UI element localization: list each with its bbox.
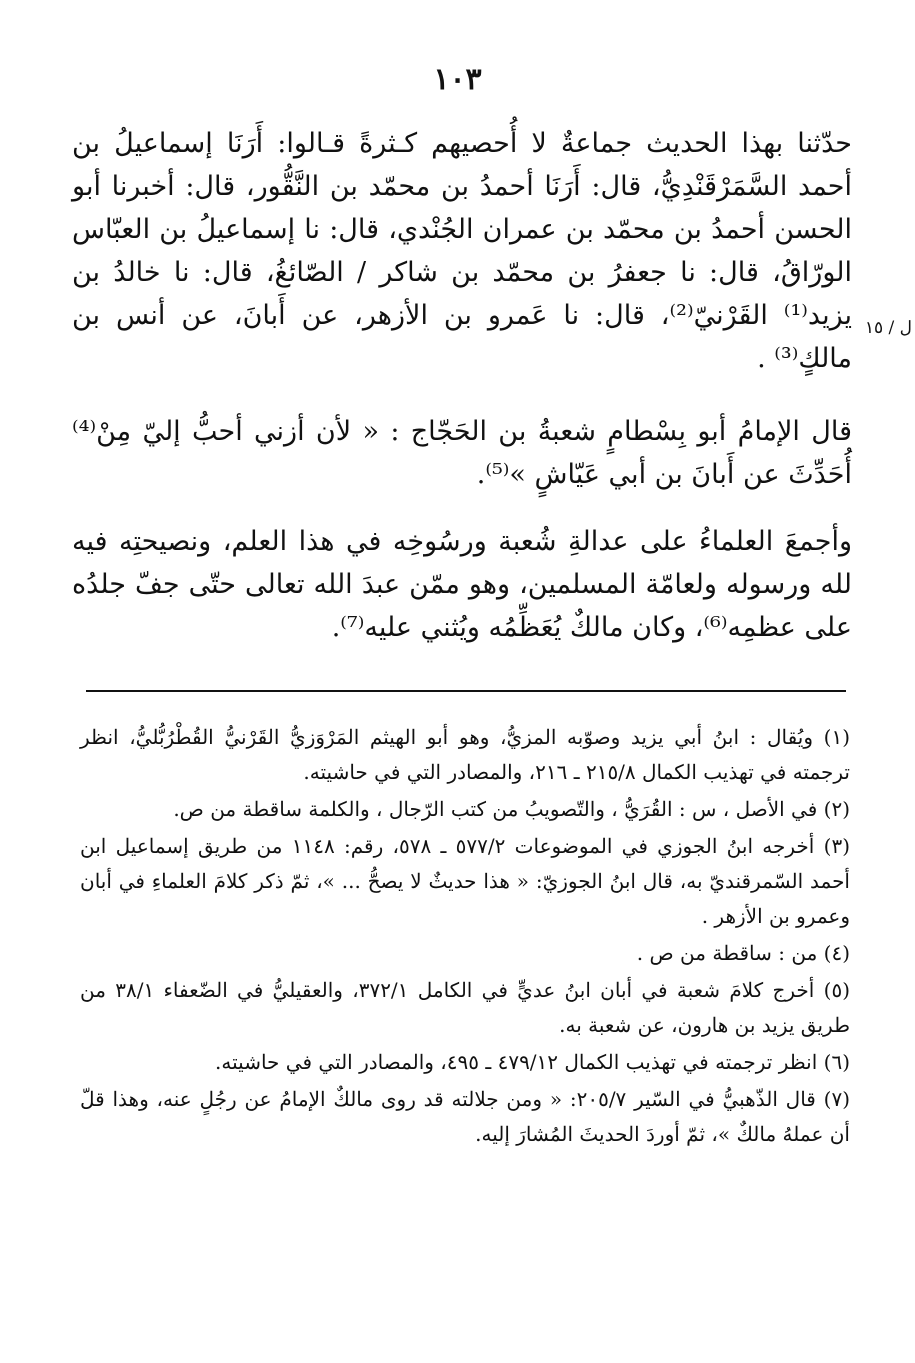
main-paragraph-3: [72, 520, 852, 649]
footnote-6: (٦) انظر ترجمته في تهذيب الكمال ٤٧٩/١٢ ـ ٤٩٥، والمصادر التي في حاشيته.: [215, 1050, 850, 1074]
paragraph-text: حدّثنا بهذا الحديث جماعةٌ لا أُحصيهم كـثرةً قـالوا: أَرَنَا إسماعيلُ بن أحمد السَّمَرْقَنْدِيُّ، قال: أَرَنَا أحمدُ بن محمّد بن النَّقُّور، قال: أخبرنا أبو الحسن أحمدُ بن محمّد بن عمران الجُنْدي، قال: نا إسماعيلُ بن العبّاس الورّاقُ، قال: نا جعفرُ بن محمّد بن شاكر / الصّائغُ، قال: نا خالدُ بن يزيد⁽¹⁾ القَرْنيّ⁽²⁾، قال: نا عَمرو بن الأزهر، عن أَبانَ، عن أنس بن مالكٍ⁽³⁾ .: [72, 128, 853, 374]
footnote-1: (١) ويُقال : ابنُ أبي يزيد وصوّبه المزيُّ، وهو أبو الهيثم المَرْوَزيُّ القَرْنيُّ القُطْرُبُّليُّ، انظر ترجمته في تهذيب الكمال ٢١٥/٨ ـ ٢١٦، والمصادر التي في حاشيته.: [80, 725, 850, 784]
footnote-7: (٧) قال الذّهبيُّ في السّير ٢٠٥/٧: « ومن جلالته قد روى مالكٌ الإمامُ عن رجُلٍ عنه، وهذا قلّ أن عملهُ مالكٌ »، ثمّ أوردَ الحديثَ المُشارَ إليه.: [80, 1087, 851, 1146]
footnote-4: (٤) من : ساقطة من ص .: [636, 941, 850, 965]
footnotes: [80, 720, 850, 1154]
paragraph-text: قال الإمامُ أبو بِسْطامٍ شعبةُ بن الحَجّاج : « لأن أزني أحبُّ إليّ مِنْ⁽⁴⁾ أُحَدِّثَ عن أَبانَ بن أبي عَيّاشٍ »⁽⁵⁾.: [72, 416, 852, 490]
main-paragraph-1: [72, 122, 852, 380]
footnote-2: (٢) في الأصل ، س : القُرَيُّ ، والتّصويبُ من كتب الرّجال ، والكلمة ساقطة من ص.: [173, 797, 850, 821]
footnote-5: (٥) أخرج كلامَ شعبة في أبان ابنُ عديٍّ في الكامل ٣٧٢/١، والعقيليُّ في الضّعفاء ٣٨/١ من طريق يزيد بن هارون، عن شعبة به.: [80, 978, 850, 1037]
page-number: ١٠٣: [433, 62, 482, 97]
footnote-3: (٣) أخرجه ابنُ الجوزي في الموضوعات ٥٧٧/٢ ـ ٥٧٨، رقم: ١١٤٨ من طريق إسماعيل ابن أحمد السّمرقنديّ به، قال ابنُ الجوزيّ: « هذا حديثٌ لا يصحُّ ... »، ثمّ ذكر كلامَ العلماءِ في أبان وعمرو بن الأزهر .: [80, 834, 850, 928]
paragraph-text: وأجمعَ العلماءُ على عدالةِ شُعبة ورسُوخِه في هذا العلم، ونصيحتِه فيه لله ورسوله ولعامّة المسلمين، وهو ممّن عبدَ الله تعالى حتّى جفّ جلدُه على عظمِه⁽⁶⁾، وكان مالكٌ يُعَظِّمُه ويُثني عليه⁽⁷⁾.: [72, 526, 852, 643]
main-paragraph-2: [72, 410, 852, 496]
footnote-divider: [86, 690, 846, 692]
margin-note: ل / ١٥: [864, 318, 912, 338]
